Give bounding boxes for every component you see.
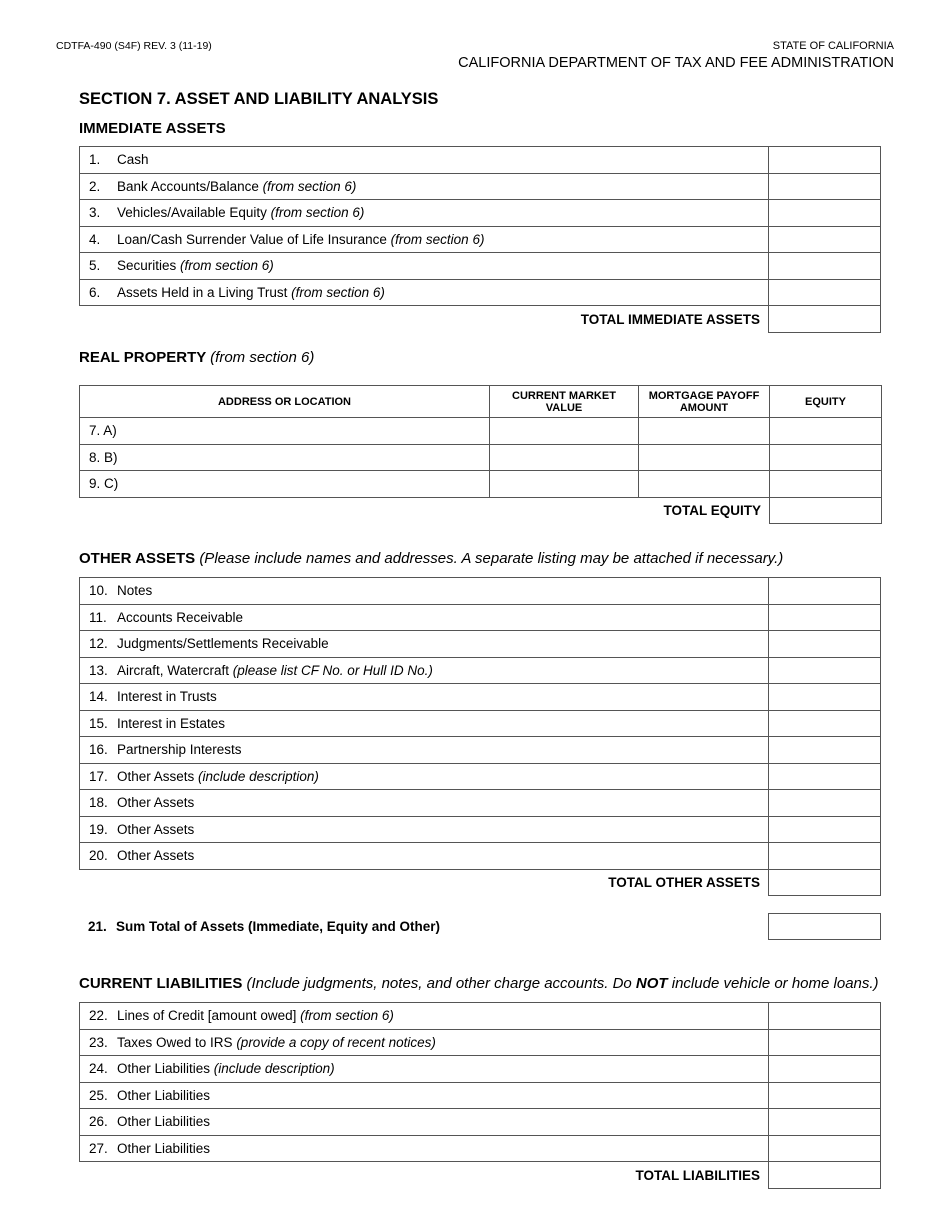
liability-text: Other Liabilities — [117, 1114, 211, 1130]
department-name: CALIFORNIA DEPARTMENT OF TAX AND FEE ADMINISTRATION — [458, 55, 894, 71]
real-property-mortgage-payoff-input[interactable] — [639, 471, 770, 498]
liability-note: (include description) — [213, 1061, 335, 1077]
liability-label — [80, 1135, 769, 1162]
other-asset-row — [80, 843, 881, 870]
liability-label — [80, 1109, 769, 1136]
other-asset-amount-input[interactable] — [769, 631, 881, 658]
real-property-column-header: MORTGAGE PAYOFF AMOUNT — [639, 386, 770, 418]
other-asset-text: Accounts Receivable — [117, 609, 244, 625]
immediate-asset-label — [80, 226, 769, 253]
other-asset-row — [80, 790, 881, 817]
real-property-title: REAL PROPERTY — [79, 349, 206, 366]
liability-amount-input[interactable] — [769, 1109, 881, 1136]
other-assets-note: (Please include names and addresses. A separate listing may be attached if necessary.) — [199, 550, 784, 567]
other-asset-text: Other Assets — [117, 821, 195, 837]
other-asset-number: 12. — [89, 636, 108, 652]
immediate-asset-label — [80, 147, 769, 174]
other-asset-note: (include description) — [198, 768, 319, 784]
real-property-market-value-input[interactable] — [490, 471, 639, 498]
real-property-column-header: CURRENT MARKET VALUE — [490, 386, 639, 418]
other-asset-label — [80, 684, 769, 711]
immediate-asset-note: (from section 6) — [180, 258, 274, 274]
liabilities-table — [79, 1002, 881, 1189]
real-property-column-header: ADDRESS OR LOCATION — [80, 386, 490, 418]
immediate-asset-row — [80, 173, 881, 200]
immediate-asset-note: (from section 6) — [291, 284, 385, 300]
real-property-row — [80, 471, 882, 498]
real-property-equity-input[interactable] — [770, 418, 882, 445]
immediate-asset-note: (from section 6) — [390, 231, 485, 247]
liabilities-note-a: (Include judgments, notes, and other charge accounts. Do — [246, 975, 636, 992]
liability-note: (provide a copy of recent notices) — [236, 1034, 436, 1050]
other-asset-row — [80, 816, 881, 843]
other-asset-number: 17. — [89, 768, 108, 784]
liability-row — [80, 1056, 881, 1083]
immediate-asset-number: 2. — [89, 178, 101, 194]
immediate-asset-amount-input[interactable] — [769, 173, 881, 200]
total-equity-input[interactable] — [770, 497, 882, 524]
other-asset-row — [80, 763, 881, 790]
other-asset-amount-input[interactable] — [769, 737, 881, 764]
liability-number: 23. — [89, 1034, 108, 1050]
liability-label — [80, 1056, 769, 1083]
other-asset-number: 20. — [89, 848, 108, 864]
other-assets-table — [79, 577, 881, 896]
immediate-asset-number: 1. — [89, 152, 101, 168]
liability-amount-input[interactable] — [769, 1003, 881, 1030]
other-asset-label — [80, 710, 769, 737]
liability-amount-input[interactable] — [769, 1056, 881, 1083]
immediate-asset-text: Bank Accounts/Balance — [117, 178, 263, 194]
other-asset-amount-input[interactable] — [769, 763, 881, 790]
immediate-asset-row — [80, 253, 881, 280]
other-asset-text: Other Assets — [117, 768, 199, 784]
liability-number: 26. — [89, 1114, 108, 1130]
real-property-column-header: EQUITY — [770, 386, 882, 418]
state-label: STATE OF CALIFORNIA — [772, 40, 894, 52]
immediate-asset-amount-input[interactable] — [769, 147, 881, 174]
immediate-assets-table — [79, 146, 881, 333]
real-property-address-input[interactable]: 9. C) — [80, 471, 490, 498]
real-property-note: (from section 6) — [210, 349, 315, 366]
liability-number: 22. — [89, 1008, 108, 1024]
other-asset-number: 19. — [89, 821, 108, 837]
real-property-table — [79, 385, 882, 524]
immediate-asset-amount-input[interactable] — [769, 200, 881, 227]
other-asset-amount-input[interactable] — [769, 816, 881, 843]
real-property-equity-input[interactable] — [770, 471, 882, 498]
immediate-asset-row — [80, 200, 881, 227]
other-asset-number: 11. — [89, 609, 107, 625]
immediate-asset-total-label: TOTAL IMMEDIATE ASSETS — [80, 306, 769, 333]
liability-row — [80, 1135, 881, 1162]
immediate-asset-amount-input[interactable] — [769, 226, 881, 253]
sum-total-label — [88, 919, 440, 934]
liability-total-row — [80, 1162, 881, 1189]
immediate-asset-number: 3. — [89, 205, 101, 221]
liability-text: Other Liabilities — [117, 1087, 211, 1103]
other-asset-row — [80, 657, 881, 684]
real-property-market-value-input[interactable] — [490, 418, 639, 445]
other-asset-number: 14. — [89, 689, 108, 705]
other-asset-text: Aircraft, Watercraft — [117, 662, 233, 678]
form-id: CDTFA-490 (S4F) REV. 3 (11-19) — [56, 40, 212, 52]
other-asset-label — [80, 843, 769, 870]
other-assets-heading — [79, 550, 783, 567]
liability-number: 24. — [89, 1061, 108, 1077]
real-property-mortgage-payoff-input[interactable] — [639, 444, 770, 471]
liabilities-note — [247, 975, 879, 992]
other-asset-label — [80, 578, 769, 605]
real-property-row — [80, 444, 882, 471]
sum-total-number: 21. — [88, 919, 107, 934]
immediate-asset-row — [80, 279, 881, 306]
liability-amount-input[interactable] — [769, 1082, 881, 1109]
other-asset-amount-input[interactable] — [769, 578, 881, 605]
other-asset-total-row — [80, 869, 881, 896]
immediate-asset-total-input[interactable] — [769, 306, 881, 333]
immediate-asset-row — [80, 147, 881, 174]
other-asset-label — [80, 657, 769, 684]
other-asset-label — [80, 737, 769, 764]
real-property-row — [80, 418, 882, 445]
liability-amount-input[interactable] — [769, 1135, 881, 1162]
other-asset-row — [80, 604, 881, 631]
other-asset-total-label: TOTAL OTHER ASSETS — [80, 869, 769, 896]
other-asset-note: (please list CF No. or Hull ID No.) — [232, 662, 433, 678]
immediate-asset-number: 4. — [89, 231, 101, 247]
other-asset-amount-input[interactable] — [769, 843, 881, 870]
sum-total-text: Sum Total of Assets (Immediate, Equity and Other) — [116, 919, 441, 934]
other-asset-label — [80, 763, 769, 790]
immediate-asset-text: Securities — [117, 258, 181, 274]
other-asset-amount-input[interactable] — [769, 684, 881, 711]
liabilities-note-c: include vehicle or home loans.) — [667, 975, 879, 992]
immediate-asset-label — [80, 200, 769, 227]
liability-note: (from section 6) — [300, 1008, 394, 1024]
liabilities-heading — [79, 975, 879, 992]
immediate-asset-label — [80, 253, 769, 280]
other-asset-row — [80, 710, 881, 737]
liability-text: Other Liabilities — [117, 1140, 211, 1156]
immediate-asset-total-row — [80, 306, 881, 333]
other-asset-label — [80, 631, 769, 658]
other-asset-number: 13. — [89, 662, 108, 678]
liability-total-label: TOTAL LIABILITIES — [80, 1162, 769, 1189]
other-asset-number: 10. — [89, 583, 108, 599]
liability-amount-input[interactable] — [769, 1029, 881, 1056]
liability-label — [80, 1029, 769, 1056]
immediate-asset-amount-input[interactable] — [769, 279, 881, 306]
liability-label — [80, 1082, 769, 1109]
other-asset-text: Judgments/Settlements Receivable — [117, 636, 329, 652]
immediate-assets-heading: IMMEDIATE ASSETS — [79, 120, 226, 137]
other-asset-number: 18. — [89, 795, 108, 811]
other-assets-title: OTHER ASSETS — [79, 550, 196, 567]
immediate-asset-text: Vehicles/Available Equity — [117, 205, 271, 221]
other-asset-text: Interest in Trusts — [117, 689, 217, 705]
immediate-asset-amount-input[interactable] — [769, 253, 881, 280]
other-asset-row — [80, 631, 881, 658]
section-title: SECTION 7. ASSET AND LIABILITY ANALYSIS — [79, 90, 439, 108]
other-asset-text: Interest in Estates — [117, 715, 226, 731]
immediate-asset-text: Assets Held in a Living Trust — [117, 284, 292, 300]
other-asset-text: Other Assets — [117, 795, 195, 811]
other-asset-label — [80, 604, 769, 631]
real-property-market-value-input[interactable] — [490, 444, 639, 471]
real-property-mortgage-payoff-input[interactable] — [639, 418, 770, 445]
other-asset-amount-input[interactable] — [769, 657, 881, 684]
other-asset-label — [80, 816, 769, 843]
immediate-asset-note: (from section 6) — [270, 205, 365, 221]
liability-text: Lines of Credit [amount owed] — [117, 1008, 301, 1024]
real-property-address-input[interactable]: 8. B) — [80, 444, 490, 471]
real-property-address-input[interactable]: 7. A) — [80, 418, 490, 445]
other-asset-label — [80, 790, 769, 817]
total-equity-label: TOTAL EQUITY — [80, 497, 770, 524]
other-asset-amount-input[interactable] — [769, 604, 881, 631]
liability-number: 27. — [89, 1140, 108, 1156]
other-asset-number: 16. — [89, 742, 108, 758]
sum-total-input[interactable] — [768, 913, 881, 940]
liabilities-note-not: NOT — [635, 975, 668, 992]
liability-text: Taxes Owed to IRS — [117, 1034, 237, 1050]
other-asset-text: Notes — [117, 583, 153, 599]
immediate-asset-number: 6. — [89, 284, 101, 300]
other-asset-text: Partnership Interests — [117, 742, 242, 758]
other-asset-text: Other Assets — [117, 848, 195, 864]
liabilities-title: CURRENT LIABILITIES — [79, 975, 243, 992]
real-property-equity-input[interactable] — [770, 444, 882, 471]
other-asset-amount-input[interactable] — [769, 710, 881, 737]
liability-number: 25. — [89, 1087, 108, 1103]
other-asset-total-input[interactable] — [769, 869, 881, 896]
real-property-total-row — [80, 497, 882, 524]
other-asset-row — [80, 684, 881, 711]
immediate-asset-row — [80, 226, 881, 253]
immediate-asset-text: Cash — [117, 152, 149, 168]
immediate-asset-label — [80, 279, 769, 306]
liability-row — [80, 1109, 881, 1136]
liability-row — [80, 1003, 881, 1030]
liability-text: Other Liabilities — [117, 1061, 214, 1077]
other-asset-number: 15. — [89, 715, 108, 731]
immediate-asset-label — [80, 173, 769, 200]
other-asset-row — [80, 578, 881, 605]
liability-row — [80, 1082, 881, 1109]
liability-label — [80, 1003, 769, 1030]
immediate-asset-text: Loan/Cash Surrender Value of Life Insurance — [117, 231, 391, 247]
other-asset-row — [80, 737, 881, 764]
real-property-heading — [79, 349, 314, 366]
other-asset-amount-input[interactable] — [769, 790, 881, 817]
liability-total-input[interactable] — [769, 1162, 881, 1189]
immediate-asset-note: (from section 6) — [262, 178, 357, 194]
liability-row — [80, 1029, 881, 1056]
immediate-asset-number: 5. — [89, 258, 101, 274]
